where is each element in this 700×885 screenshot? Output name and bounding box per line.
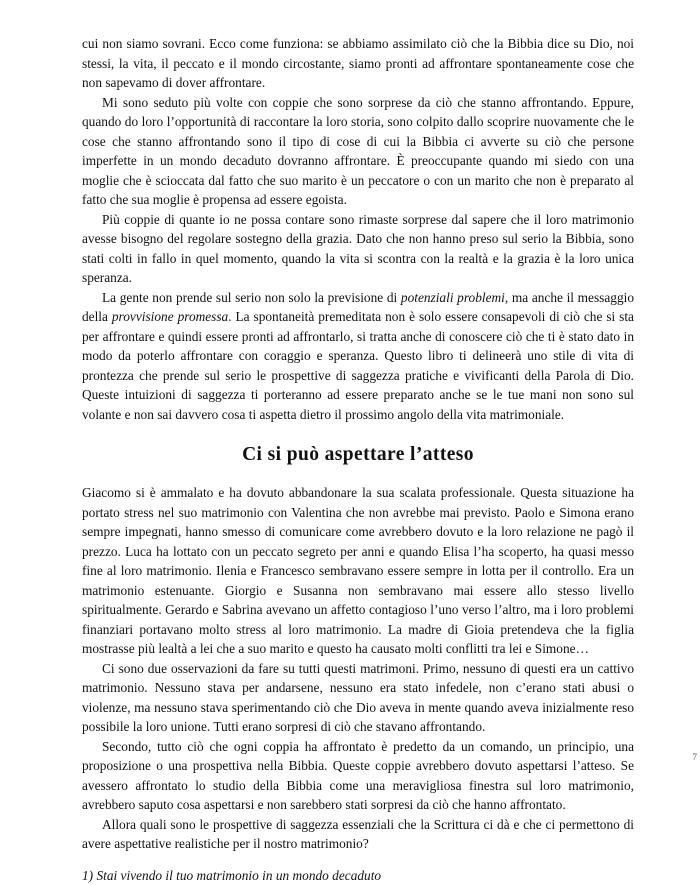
provision-emphasis-promised: provvisione promessa: [112, 309, 228, 324]
provision-emphasis-problems: potenziali problemi: [401, 290, 505, 305]
paragraph-continuation: cui non siamo sovrani. Ecco come funziona: se abbiamo assimilato ciò che la Bibbia dice su Dio, noi stessi, la vita, il peccato e il mondo circostante, siamo pronti ad affrontare spontaneamente cose che non sapevamo di dover affrontare.: [82, 34, 634, 93]
paragraph-provision: [82, 288, 634, 425]
section-heading: Ci si può aspettare l’atteso: [82, 443, 634, 467]
paragraph-couples-examples: Giacomo si è ammalato e ha dovuto abbandonare la sua scalata professionale. Questa situazione ha portato stress nel suo matrimonio con Valentina che non avrebbe mai previsto. Paolo e Simona erano sempre impegnati, hanno smesso di comunicare come avrebbero dovuto e la loro relazione ne pagò il prezzo. Luca ha lottato con un peccato segreto per anni e quando Elisa l’ha scoperto, ha quasi messo fine al loro matrimonio. Ilenia e Francesco sembravano essere sempre in lotta per il controllo. Era un matrimonio estenuante. Giorgio e Susanna non sembravano mai essere allo stesso livello spiritualmente. Gerardo e Sabrina avevano un affetto contagioso l’uno verso l’altro, ma i loro problemi finanziari portavano molto stress al loro matrimonio. La madre di Gioia pretendeva che la figlia mostrasse più lealtà a lei che a suo marito e questo ha causato molti conflitti tra lei e Simone…: [82, 483, 634, 659]
paragraph-grace: Più coppie di quante io ne possa contare sono rimaste sorprese dal sapere che il loro matrimonio avesse bisogno del regolare sostegno della grazia. Dato che non hanno preso sul serio la Bibbia, sono stati colti in fallo in quel momento, quando la vita si scontra con la realtà e la grazia è la loro unica speranza.: [82, 210, 634, 288]
provision-text-2: , ma anche il messaggio della: [82, 290, 634, 325]
provision-text-3: . La spontaneità premeditata non è solo essere consapevoli di ciò che si sta per affrontare e quindi essere pronti ad affrontarlo, si tratta anche di conoscere ciò che ti è stato dato in modo da poterlo affrontare con coraggio e speranza. Questo libro ti delineerà uno stile di vita di prontezza che prende sul serio le prospettive di saggezza pratiche e vivificanti della Parola di Dio. Queste intuizioni di saggezza ti porteranno ad essere preparato anche se le tue mani non sono sul volante e non sai davvero cosa ti aspetta dietro il prossimo angolo della vita matrimoniale.: [82, 309, 634, 422]
paragraph-first-observation: Ci sono due osservazioni da fare su tutti questi matrimoni. Primo, nessuno di questi era un cattivo matrimonio. Nessuno stava per andarsene, nessuno era stato infedele, non c’erano stati abusi o violenze, ma nessuno stava sperimentando ciò che Dio aveva in mente quando aveva inizialmente reso possibile la loro unione. Tutti erano sorpresi di ciò che stavano affrontando.: [82, 659, 634, 737]
subheading-fallen-world: 1) Stai vivendo il tuo matrimonio in un mondo decaduto: [82, 866, 634, 885]
paragraph-second-observation: Secondo, tutto ciò che ogni coppia ha affrontato è predetto da un comando, un principio, una proposizione o una prospettiva nella Bibbia. Queste coppie avrebbero dovuto aspettarsi l’atteso. Se avessero affrontato lo studio della Bibbia come una meravigliosa finestra sul loro matrimonio, avrebbero saputo cosa aspettarsi e non sarebbero stati sorpresi da ciò che hanno affrontato.: [82, 737, 634, 815]
book-page: [82, 34, 634, 885]
page-number: 7: [693, 752, 698, 762]
paragraph-question: Allora quali sono le prospettive di saggezza essenziali che la Scrittura ci dà e che ci permettono di avere aspettative realistiche per il nostro matrimonio?: [82, 815, 634, 854]
paragraph-couples-surprised: Mi sono seduto più volte con coppie che sono sorprese da ciò che stanno affrontando. Eppure, quando do loro l’opportunità di raccontare la loro storia, sono colpito dallo scoprire nuovamente che le cose che stanno affrontando sono il tipo di cose di cui la Bibbia ci avverte su ciò che persone imperfette in un mondo decaduto dovranno affrontare. È preoccupante quando mi siedo con una moglie che è scioccata dal fatto che suo marito è un peccatore o con un marito che non è preparato al fatto che sua moglie è propensa ad essere egoista.: [82, 93, 634, 210]
provision-text-1: La gente non prende sul serio non solo la previsione di: [102, 290, 401, 305]
